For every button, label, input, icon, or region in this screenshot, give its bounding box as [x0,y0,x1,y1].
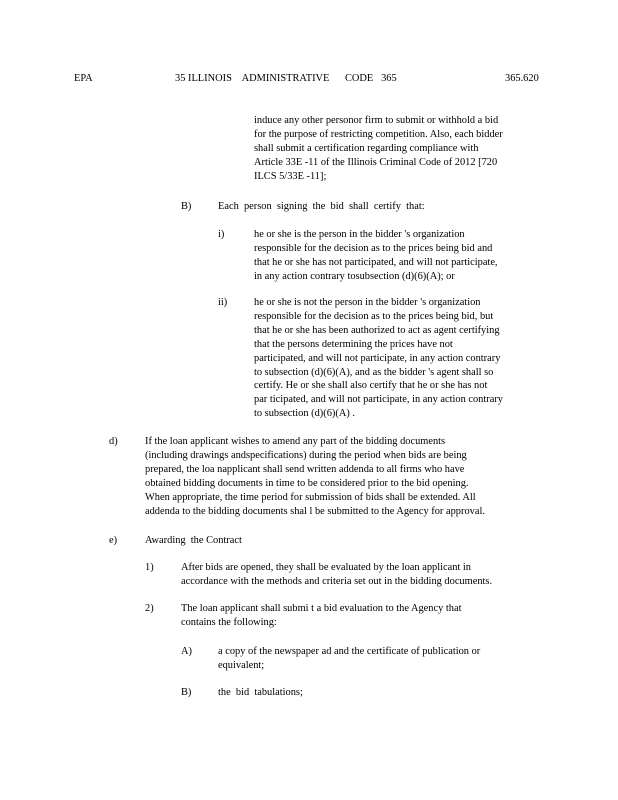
header-title: 35 ILLINOIS ADMINISTRATIVE CODE 365 [175,73,397,84]
text-line: that the persons determining the prices have not [254,338,453,350]
text-line: shall submit a certification regarding compliance with [254,142,479,154]
header-agency: EPA [74,73,93,84]
item-e2b-label: B) [181,687,192,698]
text-line: in any action contrary tosubsection (d)(6)(A); or [254,270,455,282]
text-line: obtained bidding documents in time to be considered prior to the bid opening. [145,477,469,489]
item-e2-paragraph [181,602,501,630]
item-d-label: d) [109,436,118,447]
text-line: that he or she has been authorized to act as agent certifying [254,324,500,336]
continuation-paragraph [254,114,536,184]
text-line: If the loan applicant wishes to amend any part of the bidding documents [145,436,446,447]
item-e-label: e) [109,535,118,546]
text-line: for the purpose of restricting competition. Also, each bidder [254,128,503,140]
text-line: The loan applicant shall submi t a bid evaluation to the Agency that [181,603,462,614]
text-line: addenda to the bidding documents shal l be submitted to the Agency for approval. [145,505,485,517]
text-line: participated, and will not participate, in any action contrary [254,352,501,364]
text-line: prepared, the loa napplicant shall send written addenda to all firms who have [145,463,465,475]
item-b-text: Each person signing the bid shall certify that: [218,201,425,212]
text-line: induce any other personor firm to submit or withhold a bid [254,115,499,126]
text-line: a copy of the newspaper ad and the certificate of publication or [218,646,481,657]
item-e2b-text: the bid tabulations; [218,687,303,698]
item-e2-label: 2) [145,603,154,614]
text-line: When appropriate, the time period for submission of bids shall be extended. All [145,491,476,503]
text-line: responsible for the decision as to the prices being bid, but [254,310,494,322]
item-b-label: B) [181,201,192,212]
item-i-paragraph [254,228,530,284]
text-line: ILCS 5/33E -11]; [254,170,327,182]
text-line: par ticipated, and will not participate, in any action contrary [254,394,503,406]
header-section: 365.620 [505,73,539,84]
item-e1-label: 1) [145,562,154,573]
text-line: After bids are opened, they shall be evaluated by the loan applicant in [181,562,471,573]
text-line: contains the following: [181,616,277,628]
item-d-paragraph [145,435,529,518]
text-line: that he or she has not participated, and will not participate, [254,256,498,268]
item-ii-paragraph [254,296,534,421]
text-line: equivalent; [218,659,265,671]
text-line: certify. He or she shall also certify that he or she has not [254,380,488,392]
text-line: to subsection (d)(6)(A), and as the bidder 's agent shall so [254,366,494,378]
item-e2a-paragraph [218,645,520,673]
item-e-heading: Awarding the Contract [145,535,242,546]
text-line: responsible for the decision as to the prices being bid and [254,242,493,254]
text-line: Article 33E -11 of the Illinois Criminal Code of 2012 [720 [254,156,498,168]
text-line: he or she is the person in the bidder 's organization [254,229,465,240]
text-line: accordance with the methods and criteria set out in the bidding documents. [181,575,493,587]
text-line: he or she is not the person in the bidder 's organization [254,297,481,308]
item-i-label: i) [218,229,225,240]
item-e2a-label: A) [181,646,192,657]
text-line: to subsection (d)(6)(A) . [254,408,355,420]
text-line: (including drawings andspecifications) during the period when bids are being [145,449,467,461]
item-e1-paragraph [181,561,531,589]
item-ii-label: ii) [218,297,228,308]
